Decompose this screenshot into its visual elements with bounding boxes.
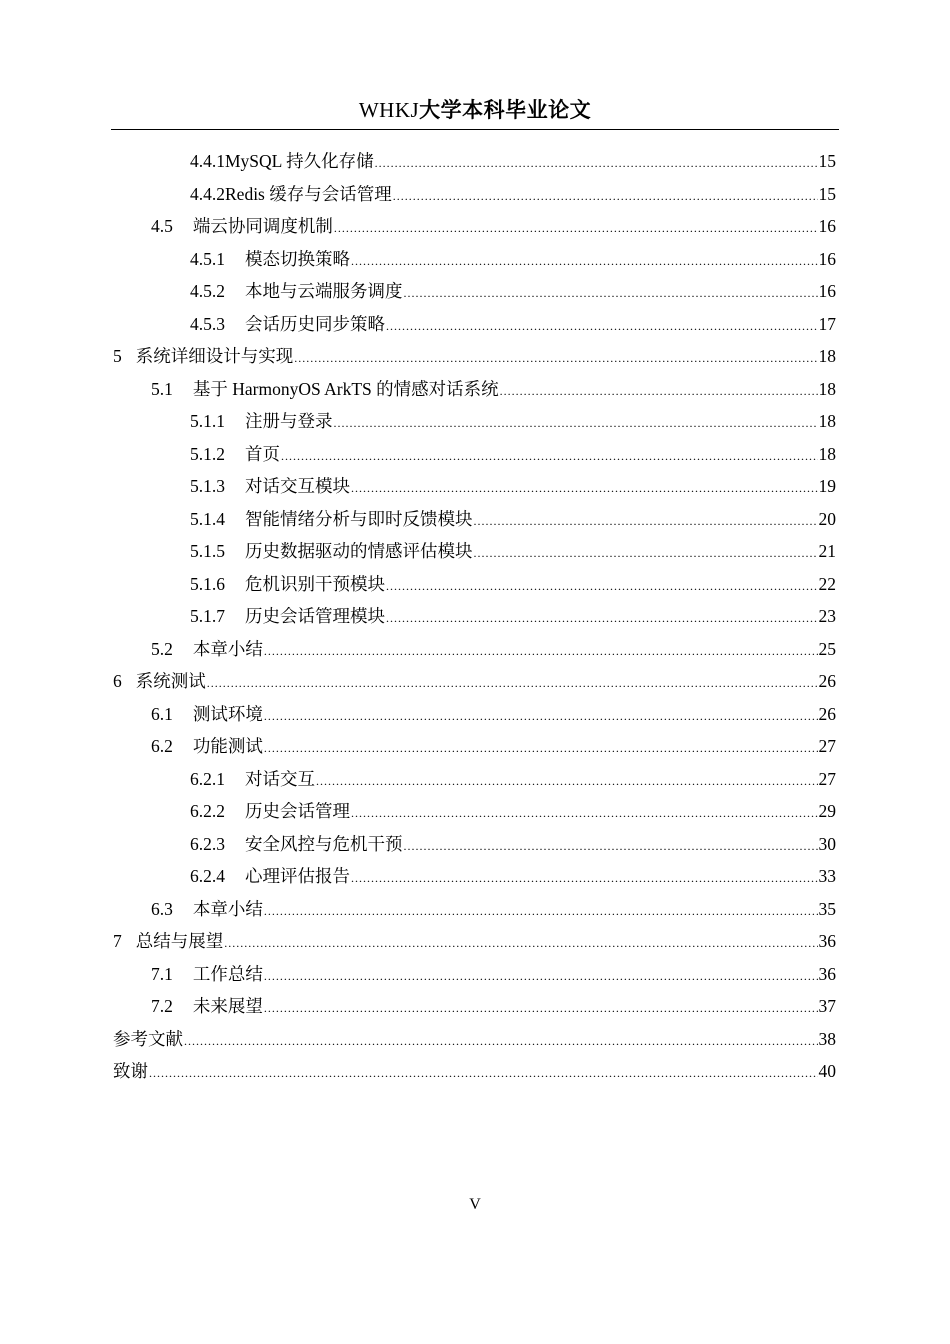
toc-entry-title: Redis 缓存与会话管理 bbox=[225, 183, 392, 204]
toc-leader-dots bbox=[294, 342, 817, 374]
toc-entry-title: 首页 bbox=[245, 443, 280, 464]
toc-entry-number: 6.1 bbox=[151, 703, 173, 724]
toc-entry-number: 6.2.3 bbox=[190, 833, 225, 854]
toc-entry-number: 7.1 bbox=[151, 963, 173, 984]
toc-entry[interactable] bbox=[113, 665, 836, 697]
toc-entry-page: 26 bbox=[818, 671, 836, 691]
toc-entry-page: 25 bbox=[818, 638, 836, 659]
toc-leader-dots bbox=[375, 147, 818, 179]
toc-entry-title: 对话交互 bbox=[245, 768, 315, 789]
toc-entry-title: 智能情绪分析与即时反馈模块 bbox=[245, 508, 473, 529]
toc-entry[interactable] bbox=[113, 340, 836, 372]
toc-entry[interactable] bbox=[190, 795, 836, 827]
toc-entry-page: 18 bbox=[818, 411, 836, 431]
toc-entry-title: 系统测试 bbox=[135, 671, 206, 691]
page-header bbox=[0, 94, 950, 124]
toc-entry[interactable] bbox=[151, 990, 836, 1022]
toc-leader-dots bbox=[386, 570, 818, 602]
toc-leader-dots bbox=[264, 895, 818, 927]
toc-entry[interactable] bbox=[151, 698, 836, 730]
toc-entry[interactable] bbox=[190, 405, 836, 437]
toc-entry-page: 23 bbox=[818, 606, 836, 626]
toc-leader-dots bbox=[264, 635, 818, 667]
toc-entry-number: 4.5.2 bbox=[190, 281, 225, 301]
toc-entry-number: 4.4.1 bbox=[190, 151, 225, 171]
toc-entry-page: 20 bbox=[818, 508, 836, 529]
toc-entry-title: 历史会话管理模块 bbox=[245, 606, 385, 626]
toc-entry-title: 模态切换策略 bbox=[245, 248, 350, 269]
toc-entry-page: 36 bbox=[818, 931, 836, 951]
toc-leader-dots bbox=[404, 277, 818, 309]
toc-entry[interactable] bbox=[113, 1023, 836, 1055]
toc-entry[interactable] bbox=[151, 958, 836, 990]
toc-entry-number: 7.2 bbox=[151, 996, 173, 1016]
toc-entry-title: 本章小结 bbox=[192, 898, 263, 919]
toc-leader-dots bbox=[404, 830, 818, 862]
header-rule bbox=[111, 129, 839, 130]
toc-leader-dots bbox=[149, 1057, 818, 1089]
toc-entry[interactable] bbox=[190, 275, 836, 307]
toc-entry-page: 18 bbox=[818, 378, 836, 399]
toc-leader-dots bbox=[264, 732, 818, 764]
toc-entry-number: 6 bbox=[113, 671, 122, 691]
toc-entry-number: 6.2.2 bbox=[190, 801, 225, 821]
toc-entry-page: 17 bbox=[818, 313, 836, 334]
toc-entry-page: 30 bbox=[818, 833, 836, 854]
toc-entry-title: MySQL 持久化存储 bbox=[225, 151, 374, 171]
toc-entry-number: 5.2 bbox=[151, 638, 173, 659]
toc-entry[interactable] bbox=[190, 568, 836, 600]
toc-entry-title: 基于 HarmonyOS ArkTS 的情感对话系统 bbox=[192, 378, 499, 399]
toc-entry-title: 端云协同调度机制 bbox=[192, 216, 333, 236]
toc-entry-number: 5.1.7 bbox=[190, 606, 225, 626]
toc-entry-page: 35 bbox=[818, 898, 836, 919]
toc-entry-page: 37 bbox=[818, 996, 836, 1016]
toc-entry-title: 参考文献 bbox=[113, 1028, 183, 1049]
toc-entry-title: 致谢 bbox=[113, 1061, 148, 1081]
toc-entry-number: 5.1.4 bbox=[190, 508, 225, 529]
toc-entry-number: 4.5.1 bbox=[190, 248, 225, 269]
toc-entry-number: 5 bbox=[113, 346, 122, 366]
toc-entry-number: 6.2.1 bbox=[190, 768, 225, 789]
toc-entry-title: 安全风控与危机干预 bbox=[245, 833, 403, 854]
toc-leader-dots bbox=[184, 1025, 818, 1057]
toc-leader-dots bbox=[351, 245, 818, 277]
toc-leader-dots bbox=[316, 765, 818, 797]
toc-leader-dots bbox=[281, 440, 818, 472]
toc-entry-title: 心理评估报告 bbox=[245, 866, 350, 886]
toc-entry-title: 对话交互模块 bbox=[245, 476, 350, 496]
toc-entry-number: 5.1.3 bbox=[190, 476, 225, 496]
toc-leader-dots bbox=[351, 797, 818, 829]
toc-entry-title: 工作总结 bbox=[192, 963, 263, 984]
toc-leader-dots bbox=[351, 472, 818, 504]
toc-entry-page: 15 bbox=[818, 151, 836, 171]
toc-leader-dots bbox=[474, 537, 818, 569]
toc-entry-title: 系统详细设计与实现 bbox=[135, 346, 294, 366]
toc-entry-number: 5.1.6 bbox=[190, 573, 225, 594]
toc-entry-number: 5.1.1 bbox=[190, 411, 225, 431]
toc-entry-page: 33 bbox=[818, 866, 836, 886]
toc-entry-page: 18 bbox=[818, 346, 836, 366]
toc-leader-dots bbox=[264, 700, 818, 732]
header-title: 大学本科毕业论文 bbox=[419, 98, 592, 122]
toc-entry-page: 16 bbox=[818, 216, 836, 236]
toc-entry-number: 7 bbox=[113, 931, 122, 951]
toc-entry-number: 4.4.2 bbox=[190, 183, 225, 204]
toc-entry-title: 会话历史同步策略 bbox=[245, 313, 385, 334]
toc-entry-page: 15 bbox=[818, 183, 836, 204]
toc-entry-title: 本地与云端服务调度 bbox=[245, 281, 403, 301]
toc-entry-page: 26 bbox=[818, 703, 836, 724]
toc-entry-title: 总结与展望 bbox=[135, 931, 224, 951]
toc-entry[interactable] bbox=[151, 210, 836, 242]
toc-entry[interactable] bbox=[151, 373, 836, 405]
toc-entry[interactable] bbox=[151, 730, 836, 762]
toc-entry[interactable] bbox=[190, 828, 836, 860]
toc-entry-page: 27 bbox=[818, 736, 836, 756]
page-number: V bbox=[469, 1196, 481, 1213]
toc-leader-dots bbox=[386, 602, 818, 634]
toc-entry-page: 27 bbox=[818, 768, 836, 789]
toc-entry-number: 5.1.5 bbox=[190, 541, 225, 561]
toc-entry-title: 未来展望 bbox=[192, 996, 263, 1016]
toc-leader-dots bbox=[224, 927, 817, 959]
toc-leader-dots bbox=[474, 505, 818, 537]
toc-entry[interactable] bbox=[190, 600, 836, 632]
toc-entry[interactable] bbox=[190, 470, 836, 502]
toc-entry-number: 6.2 bbox=[151, 736, 173, 756]
toc-entry[interactable] bbox=[151, 893, 836, 925]
toc-entry-page: 16 bbox=[818, 281, 836, 301]
toc-leader-dots bbox=[393, 180, 818, 212]
toc-entry-number: 4.5 bbox=[151, 216, 173, 236]
toc-entry[interactable] bbox=[151, 633, 836, 665]
toc-entry[interactable] bbox=[190, 243, 836, 275]
toc-entry[interactable] bbox=[190, 438, 836, 470]
toc-entry-number: 6.2.4 bbox=[190, 866, 225, 886]
toc-entry[interactable] bbox=[190, 535, 836, 567]
header-latin: WHKJ bbox=[358, 98, 420, 122]
toc-leader-dots bbox=[207, 667, 818, 699]
toc-entry-title: 历史数据驱动的情感评估模块 bbox=[245, 541, 473, 561]
toc-entry[interactable] bbox=[113, 925, 836, 957]
toc-entry-page: 38 bbox=[818, 1028, 836, 1049]
toc-entry-title: 功能测试 bbox=[192, 736, 263, 756]
toc-entry[interactable] bbox=[190, 860, 836, 892]
toc-entry[interactable] bbox=[190, 503, 836, 535]
toc-entry-title: 注册与登录 bbox=[245, 411, 333, 431]
toc-leader-dots bbox=[264, 992, 818, 1024]
toc-entry[interactable] bbox=[113, 1055, 836, 1087]
toc-entry[interactable] bbox=[190, 145, 836, 177]
toc-entry-number: 5.1 bbox=[151, 378, 173, 399]
toc-leader-dots bbox=[264, 960, 818, 992]
toc-entry[interactable] bbox=[190, 178, 836, 210]
toc-entry-page: 40 bbox=[818, 1061, 836, 1081]
toc-entry-number: 4.5.3 bbox=[190, 313, 225, 334]
toc-entry-page: 22 bbox=[818, 573, 836, 594]
toc-entry-page: 18 bbox=[818, 443, 836, 464]
toc-leader-dots bbox=[334, 212, 818, 244]
toc-entry-title: 危机识别干预模块 bbox=[245, 573, 385, 594]
toc-entry-number: 5.1.2 bbox=[190, 443, 225, 464]
toc-entry-page: 19 bbox=[818, 476, 836, 496]
toc-entry-page: 16 bbox=[818, 248, 836, 269]
toc-entry-page: 21 bbox=[818, 541, 836, 561]
toc-leader-dots bbox=[334, 407, 818, 439]
toc-entry-number: 6.3 bbox=[151, 898, 173, 919]
toc-entry[interactable] bbox=[190, 763, 836, 795]
toc-leader-dots bbox=[500, 375, 818, 407]
toc-entry-title: 历史会话管理 bbox=[245, 801, 350, 821]
toc-entry-page: 29 bbox=[818, 801, 836, 821]
toc-entry-page: 36 bbox=[818, 963, 836, 984]
toc-leader-dots bbox=[386, 310, 818, 342]
toc-entry-title: 测试环境 bbox=[192, 703, 263, 724]
toc-leader-dots bbox=[351, 862, 818, 894]
toc-entry-title: 本章小结 bbox=[192, 638, 263, 659]
toc-entry[interactable] bbox=[190, 308, 836, 340]
